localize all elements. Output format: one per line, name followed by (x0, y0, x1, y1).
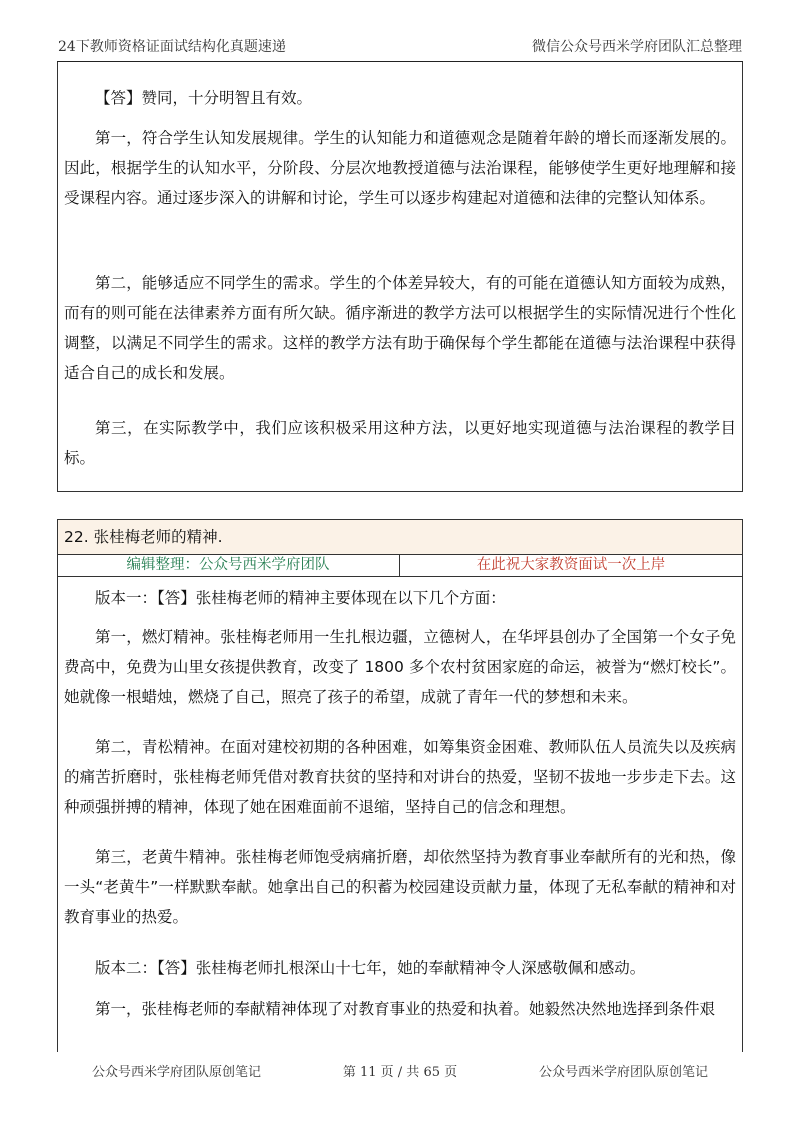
credit-wish: 在此祝大家教资面试一次上岸 (476, 557, 666, 573)
answer-point-1: 第一，符合学生认知发展规律。学生的认知能力和道德观念是随着年龄的增长而逐渐发展的。因此，根据学生的认知水平，分阶段、分层次地教授道德与法治课程，能够使学生更好地理解和接受课程内容。通过逐步深入的讲解和讨论，学生可以逐步构建起对道德和法律的完整认知体系。 (64, 129, 736, 207)
answer-intro: 【答】赞同，十分明智且有效。 (95, 89, 313, 107)
question-title: 22. 张桂梅老师的精神. (58, 520, 742, 555)
version-2-point-1: 第一，张桂梅老师的奉献精神体现了对教育事业的热爱和执着。她毅然决然地选择到条件艰 (95, 1000, 716, 1018)
footer-left: 公众号西米学府团队原创笔记 (92, 1065, 262, 1080)
answer-point-3: 第三，在实际教学中，我们应该积极采用这种方法，以更好地实现道德与法治课程的教学目标。 (64, 419, 736, 467)
version-1-intro: 版本一：【答】张桂梅老师的精神主要体现在以下几个方面： (95, 589, 506, 607)
page-number: 第 11 页 / 共 65 页 (342, 1065, 458, 1080)
credit-editor: 编辑整理：公众号西米学府团队 (126, 557, 330, 573)
answer-box (57, 62, 743, 492)
footer-right: 公众号西米学府团队原创笔记 (538, 1065, 708, 1080)
version-2-intro: 版本二：【答】张桂梅老师扎根深山十七年，她的奉献精神令人深感敬佩和感动。 (95, 959, 646, 977)
spirit-ox: 第三，老黄牛精神。张桂梅老师饱受病痛折磨，却依然坚持为教育事业奉献所有的光和热，像一头“老黄牛”一样默默奉献。她拿出自己的积蓄为校园建设贡献力量，体现了无私奉献的精神和对教育事业的热爱。 (64, 848, 736, 926)
header-left: 24下教师资格证面试结构化真题速递 (58, 39, 286, 55)
question-box (57, 519, 743, 1052)
spirit-lamp: 第一，燃灯精神。张桂梅老师用一生扎根边疆，立德树人，在华坪县创办了全国第一个女子免费高中，免费为山里女孩提供教育，改变了 1800 多个农村贫困家庭的命运，被誉为“燃灯校长”。她就像一根蜡烛，燃烧了自己，照亮了孩子的希望，成就了青年一代的梦想和未来。 (64, 628, 736, 706)
credit-row (58, 554, 742, 577)
spirit-pine: 第二，青松精神。在面对建校初期的各种困难，如筹集资金困难、教师队伍人员流失以及疾病的痛苦折磨时，张桂梅老师凭借对教育扶贫的坚持和对讲台的热爱，坚韧不拔地一步步走下去。这种顽强拼搏的精神，体现了她在困难面前不退缩，坚持自己的信念和理想。 (64, 738, 736, 816)
header-right: 微信公众号西米学府团队汇总整理 (532, 39, 742, 55)
answer-point-2: 第二，能够适应不同学生的需求。学生的个体差异较大，有的可能在道德认知方面较为成熟，而有的则可能在法律素养方面有所欠缺。循序渐进的教学方法可以根据学生的实际情况进行个性化调整，以满足不同学生的需求。这样的教学方法有助于确保每个学生都能在道德与法治课程中获得适合自己的成长和发展。 (64, 274, 736, 382)
